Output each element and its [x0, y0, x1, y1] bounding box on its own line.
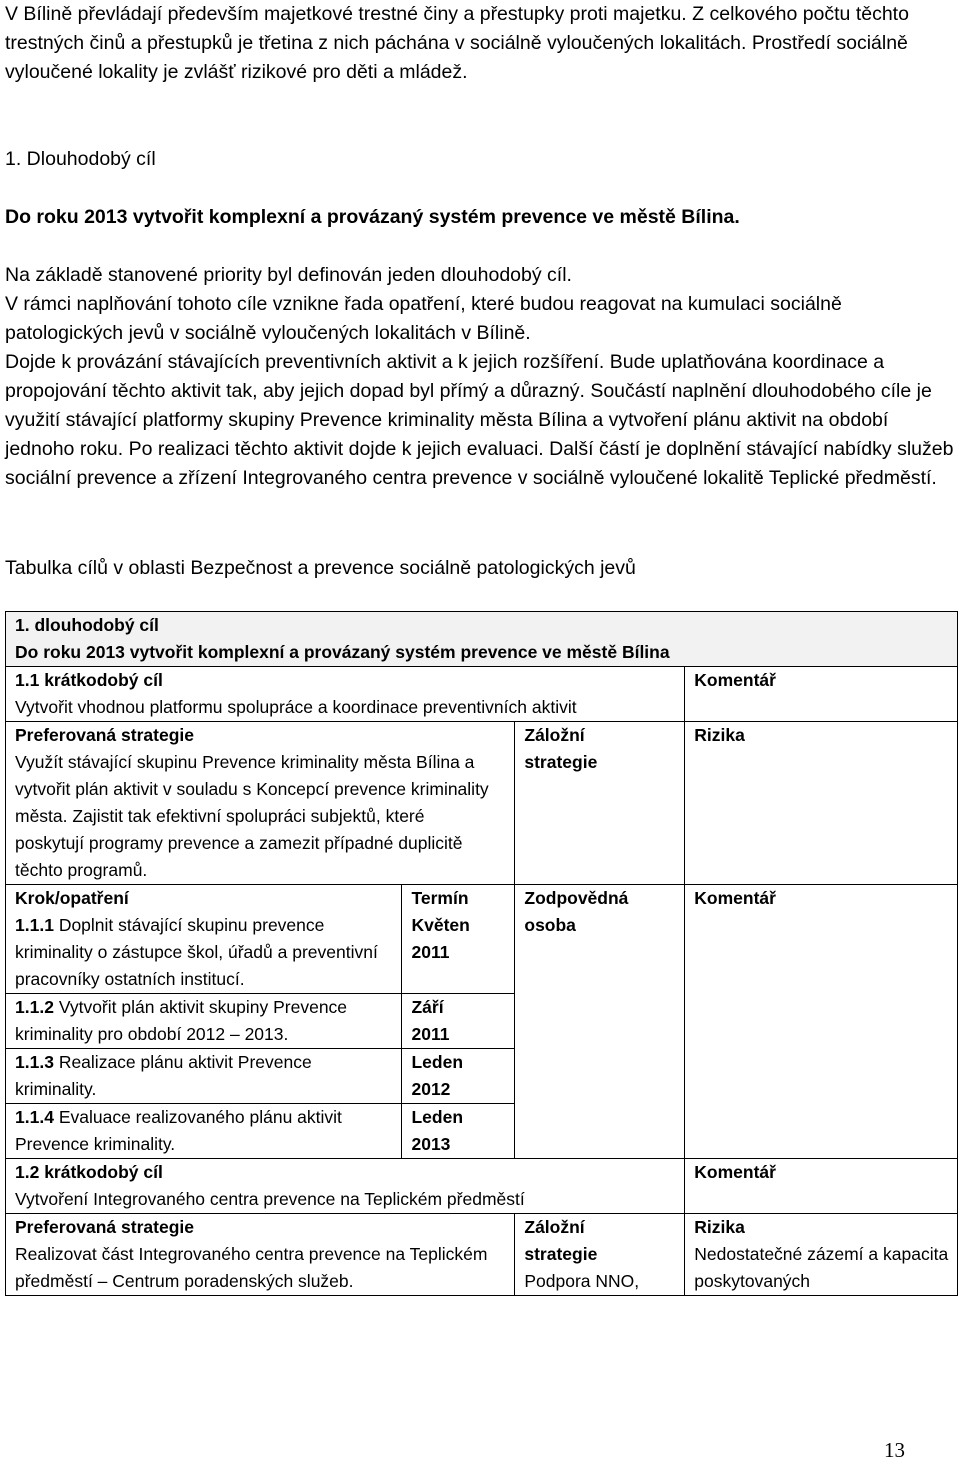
steps-header-row [6, 885, 958, 913]
step-number: 1.1.2 [15, 997, 54, 1017]
strategy-1-row [6, 722, 958, 885]
backup-strategy-1: Záložní strategie [515, 722, 685, 885]
short-term-1-row [6, 667, 958, 722]
short-term-2-label: 1.2 krátkodobý cíl [15, 1162, 163, 1182]
strategy-2-row [6, 1214, 958, 1296]
section-heading: 1. Dlouhodobý cíl [5, 148, 156, 170]
step-number: 1.1.4 [15, 1107, 54, 1127]
step-text: Evaluace realizovaného plánu aktivit Prevence kriminality. [15, 1107, 342, 1154]
term-header: Termín [402, 885, 515, 913]
table-caption: Tabulka cílů v oblasti Bezpečnost a prevence sociálně patologických jevů [5, 557, 636, 579]
short-term-2-text: Vytvoření Integrovaného centra prevence na Teplickém předměstí [15, 1189, 525, 1209]
step-term-month: Květen [411, 915, 470, 935]
step-text: Doplnit stávající skupinu prevence kriminality o zástupce škol, úřadů a preventivní pracovníky ostatních institucí. [15, 915, 378, 989]
step-number: 1.1.1 [15, 915, 54, 935]
step-text: Realizace plánu aktivit Prevence kriminality. [15, 1052, 312, 1099]
short-term-1-text: Vytvořit vhodnou platformu spolupráce a koordinace preventivních aktivit [15, 697, 577, 717]
risks-1: Rizika [685, 722, 958, 885]
backup-strategy-2: Záložní strategie [524, 1217, 598, 1264]
intro-paragraph-2: Na základě stanovené priority byl definován jeden dlouhodobý cíl. [5, 264, 572, 286]
step-header: Krok/opatření [6, 885, 402, 913]
short-term-1-label: 1.1 krátkodobý cíl [15, 670, 163, 690]
pref-strategy-1-text: Využít stávající skupinu Prevence kriminality města Bílina a vytvořit plán aktivit v souladu s Koncepcí prevence kriminality města. Zajistit tak efektivní spolupráci subjektů, které poskytují programy prevence a zamezit případné duplicitě těchto programů. [15, 752, 489, 880]
short-term-2-row [6, 1159, 958, 1214]
step-number: 1.1.3 [15, 1052, 54, 1072]
step-term-year: 2012 [411, 1079, 451, 1099]
goals-table [5, 611, 958, 1296]
step-term-month: Leden [411, 1052, 464, 1072]
page-number: 13 [884, 1438, 905, 1462]
intro-paragraph-1: V Bílině převládají především majetkové trestné činy a přestupky proti majetku. Z celkového počtu těchto trestných činů a přestupků je třetina z nich páchána v sociálně vyloučených lokalitách. Prostředí sociálně vyloučené lokality je zvlášť rizikové pro děti a mládež. [5, 3, 909, 83]
step-text: Vytvořit plán aktivit skupiny Prevence kriminality pro období 2012 – 2013. [15, 997, 348, 1044]
long-term-row [6, 612, 958, 667]
short-term-2-comment: Komentář [685, 1159, 958, 1214]
long-term-goal: Do roku 2013 vytvořit komplexní a provázaný systém prevence ve městě Bílina. [5, 206, 740, 228]
step-term-month: Září [411, 997, 444, 1017]
step-term-year: 2011 [411, 942, 450, 962]
risks-2: Rizika [694, 1217, 745, 1237]
risks-2-text: Nedostatečné zázemí a kapacita poskytovaných [694, 1244, 949, 1291]
long-term-label: 1. dlouhodobý cíl [15, 615, 159, 635]
step-comment-header: Komentář [685, 885, 958, 1159]
pref-strategy-2-label: Preferovaná strategie [15, 1217, 194, 1237]
intro-paragraph-3: V rámci naplňování tohoto cíle vznikne řada opatření, které budou reagovat na kumulaci sociálně patologických jevů v sociálně vyloučených lokalitách v Bílině. [5, 293, 842, 344]
short-term-1-comment: Komentář [685, 667, 958, 722]
intro-paragraph-4: Dojde k provázání stávajících preventivních aktivit a k jejich rozšíření. Bude uplatňována koordinace a propojování těchto aktivit tak, aby jejich dopad byl přímý a důrazný. Součástí naplnění dlouhodobého cíle je využití stávající platformy skupiny Prevence kriminality města Bílina a vytvoření plánu aktivit na období jednoho roku. Po realizaci těchto aktivit dojde k jejich evaluaci. Další částí je doplnění stávající nabídky služeb sociální prevence a zřízení Integrovaného centra prevence v sociálně vyloučené lokalitě Teplické předměstí. [5, 351, 954, 489]
long-term-text: Do roku 2013 vytvořit komplexní a provázaný systém prevence ve městě Bílina [15, 642, 670, 662]
backup-strategy-2-text: Podpora NNO, [524, 1271, 640, 1291]
responsible-header: Zodpovědná osoba [515, 885, 685, 1159]
pref-strategy-2-text: Realizovat část Integrovaného centra prevence na Teplickém předměstí – Centrum poradenských služeb. [15, 1244, 488, 1291]
step-term-year: 2013 [411, 1134, 451, 1154]
step-term-month: Leden [411, 1107, 464, 1127]
step-term-year: 2011 [411, 1024, 450, 1044]
pref-strategy-1-label: Preferovaná strategie [15, 725, 194, 745]
